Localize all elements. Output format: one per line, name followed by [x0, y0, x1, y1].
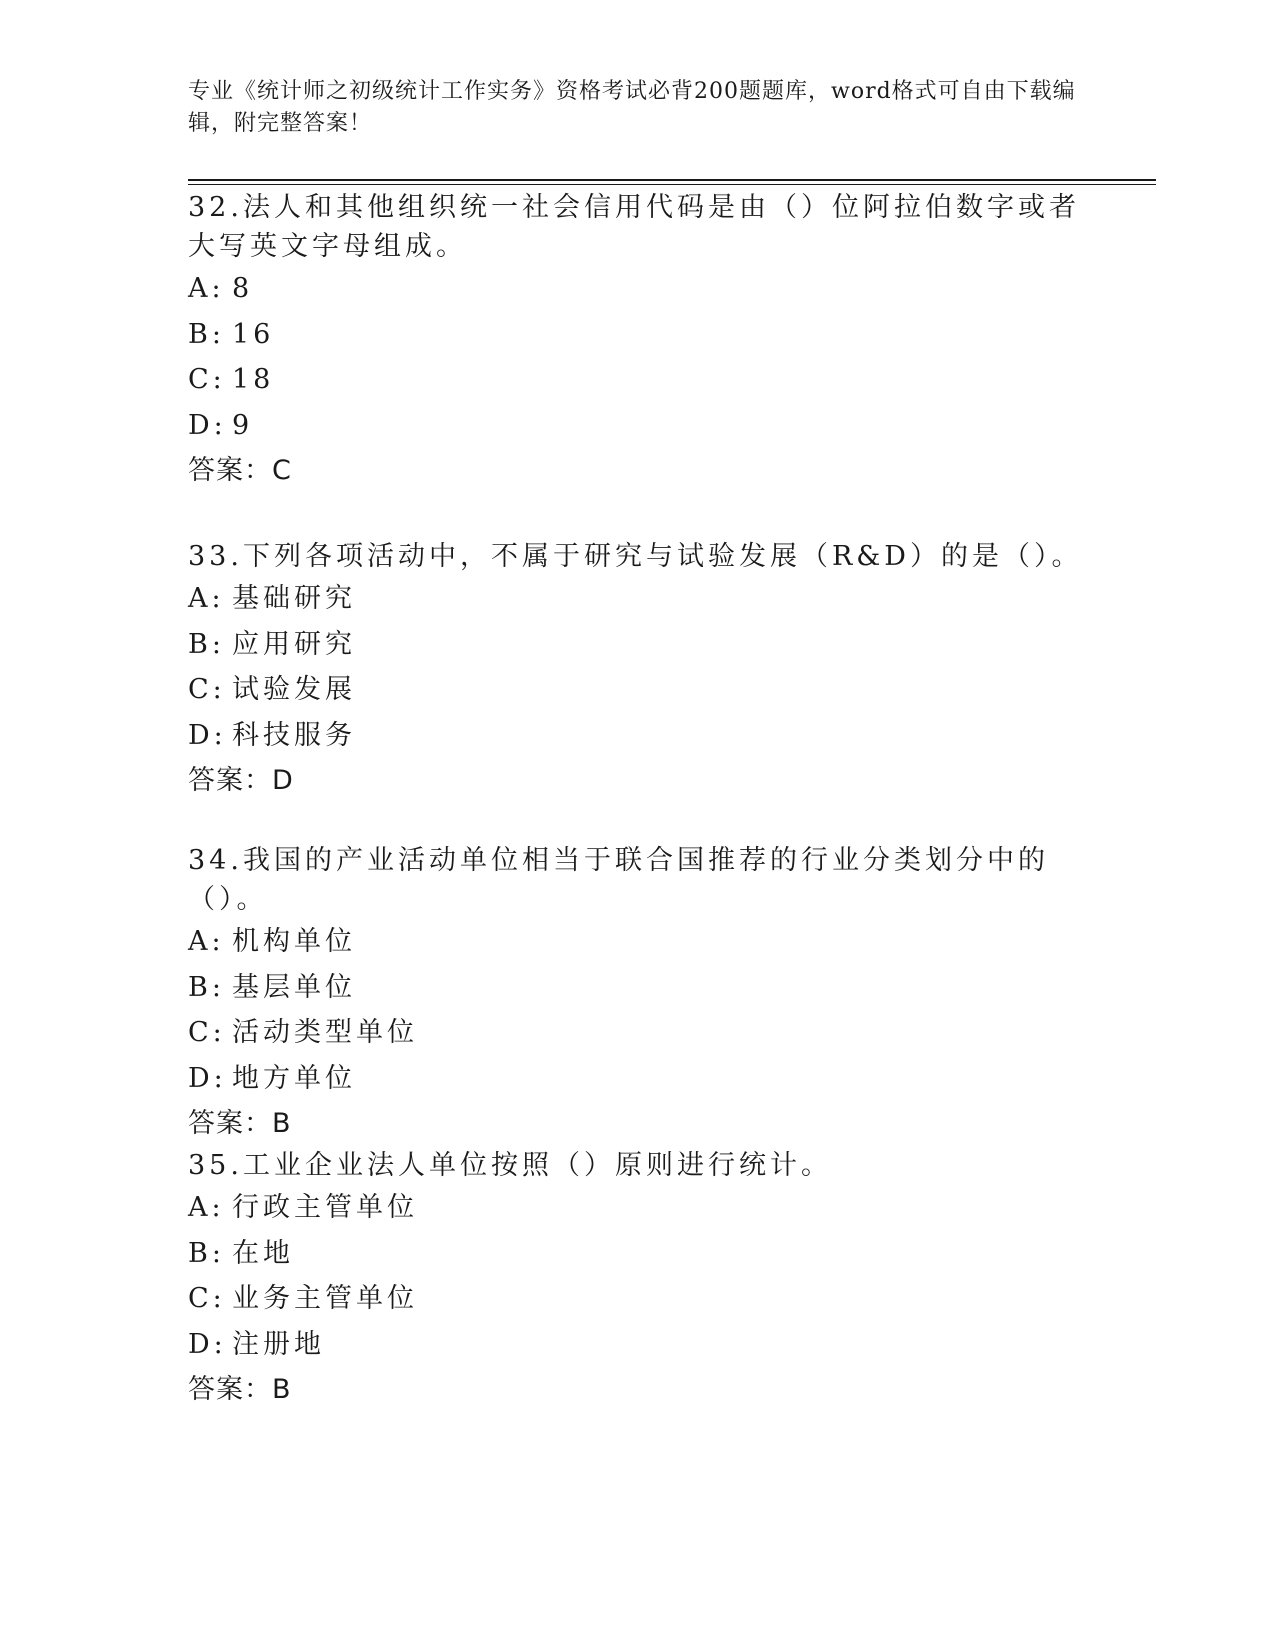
question-35 [188, 1146, 1088, 1412]
option-c [188, 1276, 1088, 1322]
document-header: 专业《统计师之初级统计工作实务》资格考试必背200题题库，word格式可自由下载编辑，附完整答案！ [188, 79, 1076, 136]
option-key: D: [188, 719, 227, 751]
question-33 [188, 537, 1088, 803]
option-a [188, 266, 1088, 312]
option-b [188, 1231, 1088, 1277]
answer-line: 答案：D [188, 765, 294, 796]
option-text: 基层单位 [232, 971, 356, 1003]
option-key: B: [188, 971, 225, 1003]
answer-line: 答案：C [188, 455, 292, 486]
option-a [188, 919, 1088, 965]
option-d [188, 403, 1088, 449]
option-key: C: [188, 1017, 226, 1048]
option-text: 试验发展 [232, 674, 356, 705]
option-c [188, 1010, 1088, 1056]
option-key: A: [188, 273, 225, 304]
option-key: B: [188, 318, 225, 350]
option-c [188, 667, 1088, 713]
option-b [188, 965, 1088, 1011]
option-text: 应用研究 [232, 628, 356, 660]
option-text: 在地 [232, 1237, 294, 1269]
question-stem: 35.工业企业法人单位按照（）原则进行统计。 [188, 1150, 832, 1181]
option-text: 行政主管单位 [232, 1192, 418, 1223]
question-34 [188, 841, 1088, 1146]
question-stem: 32.法人和其他组织统一社会信用代码是由（）位阿拉伯数字或者大写英文字母组成。 [188, 192, 1080, 262]
option-text: 16 [232, 318, 275, 350]
option-text: 机构单位 [232, 926, 356, 957]
option-key: A: [188, 1192, 225, 1223]
option-c [188, 357, 1088, 403]
option-a [188, 576, 1088, 622]
option-b [188, 312, 1088, 358]
option-key: C: [188, 674, 226, 705]
option-d [188, 1056, 1088, 1102]
header-divider-thin [188, 184, 1156, 185]
question-stem: 34.我国的产业活动单位相当于联合国推荐的行业分类划分中的（）。 [188, 845, 1049, 915]
option-text: 基础研究 [232, 583, 356, 614]
option-d [188, 1322, 1088, 1368]
option-key: D: [188, 1328, 227, 1360]
option-a [188, 1185, 1088, 1231]
answer-line: 答案：B [188, 1108, 292, 1139]
option-key: D: [188, 1062, 227, 1094]
option-key: C: [188, 364, 226, 395]
answer-line: 答案：B [188, 1374, 292, 1405]
option-key: B: [188, 1237, 225, 1269]
option-text: 注册地 [232, 1328, 325, 1360]
question-32 [188, 188, 1088, 493]
option-b [188, 622, 1088, 668]
option-text: 地方单位 [232, 1062, 356, 1094]
option-text: 18 [232, 364, 275, 395]
option-key: D: [188, 409, 227, 441]
option-key: B: [188, 628, 225, 660]
option-text: 活动类型单位 [232, 1017, 418, 1048]
option-key: C: [188, 1283, 226, 1314]
option-key: A: [188, 926, 225, 957]
option-d [188, 713, 1088, 759]
option-text: 9 [232, 409, 254, 441]
option-key: A: [188, 583, 225, 614]
option-text: 业务主管单位 [232, 1283, 418, 1314]
header-divider-thick [188, 179, 1156, 181]
option-text: 8 [232, 273, 254, 304]
option-text: 科技服务 [232, 719, 356, 751]
question-stem: 33.下列各项活动中，不属于研究与试验发展（R&D）的是（）。 [188, 541, 1083, 572]
